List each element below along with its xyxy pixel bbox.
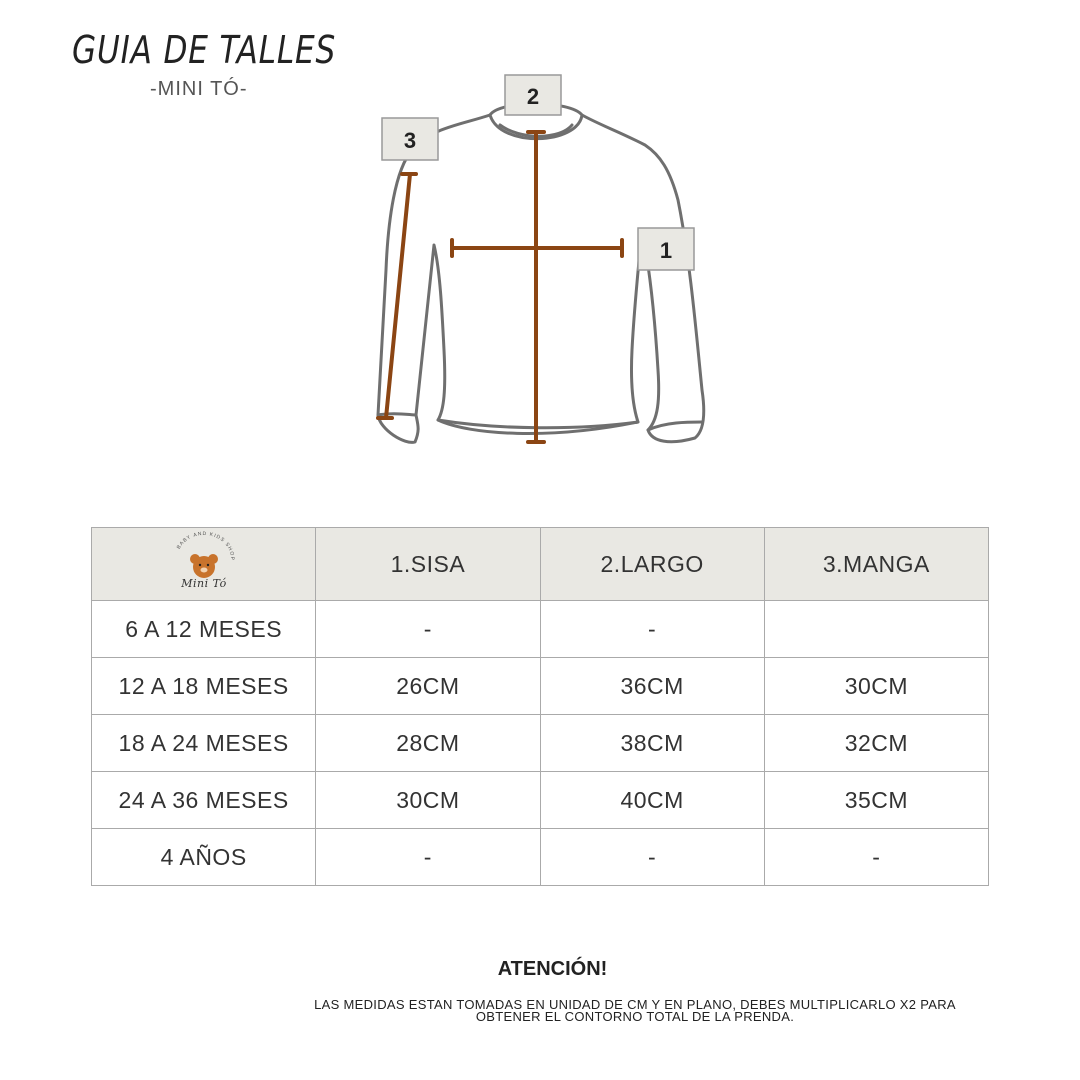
cell-largo: - bbox=[540, 829, 764, 886]
tag-3 bbox=[382, 118, 438, 160]
cell-largo: 38CM bbox=[540, 715, 764, 772]
svg-text:1: 1 bbox=[659, 238, 673, 263]
notice-line-2: OBTENER EL CONTORNO TOTAL DE LA PRENDA. bbox=[475, 1009, 795, 1024]
cell-sisa: - bbox=[316, 829, 540, 886]
table-row bbox=[92, 601, 989, 658]
sweater-diagram bbox=[350, 70, 730, 470]
svg-text:2: 2 bbox=[526, 84, 540, 109]
notice-text bbox=[220, 999, 1050, 1023]
svg-text:Mini Tó: Mini Tó bbox=[180, 577, 227, 590]
svg-text:3: 3 bbox=[403, 128, 417, 153]
svg-text:BABY AND KIDS SHOP: BABY AND KIDS SHOP bbox=[175, 531, 235, 561]
cell-manga: 35CM bbox=[764, 772, 988, 829]
notice-line-1: LAS MEDIDAS ESTAN TOMADAS EN UNIDAD DE CM Y EN PLANO, DEBES MULTIPLICARLO X2 PARA bbox=[314, 997, 956, 1012]
size-label: 6 A 12 MESES bbox=[92, 601, 316, 658]
bear-logo bbox=[159, 531, 249, 591]
size-table bbox=[91, 527, 989, 886]
notice-title: ATENCIÓN! bbox=[497, 958, 608, 980]
table-row bbox=[92, 715, 989, 772]
column-header-largo: 2.LARGO bbox=[540, 528, 764, 601]
cell-sisa: 28CM bbox=[316, 715, 540, 772]
size-label: 4 AÑOS bbox=[92, 829, 316, 886]
cell-sisa: 30CM bbox=[316, 772, 540, 829]
cell-manga: 32CM bbox=[764, 715, 988, 772]
logo-cell bbox=[92, 528, 316, 601]
size-label: 24 A 36 MESES bbox=[92, 772, 316, 829]
cell-manga bbox=[764, 601, 988, 658]
page-title: GUIA DE TALLES bbox=[72, 28, 337, 72]
tag-1 bbox=[638, 228, 694, 270]
sweater-outline bbox=[378, 115, 704, 442]
cell-sisa: - bbox=[316, 601, 540, 658]
cell-largo: 40CM bbox=[540, 772, 764, 829]
table-row bbox=[92, 772, 989, 829]
column-header-manga: 3.MANGA bbox=[764, 528, 988, 601]
cell-largo: 36CM bbox=[540, 658, 764, 715]
sleeve-line bbox=[386, 174, 410, 418]
cell-manga: 30CM bbox=[764, 658, 988, 715]
tag-2 bbox=[505, 75, 561, 115]
cell-manga: - bbox=[764, 829, 988, 886]
size-label: 18 A 24 MESES bbox=[92, 715, 316, 772]
table-row bbox=[92, 829, 989, 886]
column-header-sisa: 1.SISA bbox=[316, 528, 540, 601]
size-label: 12 A 18 MESES bbox=[92, 658, 316, 715]
table-row bbox=[92, 658, 989, 715]
cell-sisa: 26CM bbox=[316, 658, 540, 715]
cell-largo: - bbox=[540, 601, 764, 658]
page-subtitle: -MINI TÓ- bbox=[150, 78, 248, 100]
